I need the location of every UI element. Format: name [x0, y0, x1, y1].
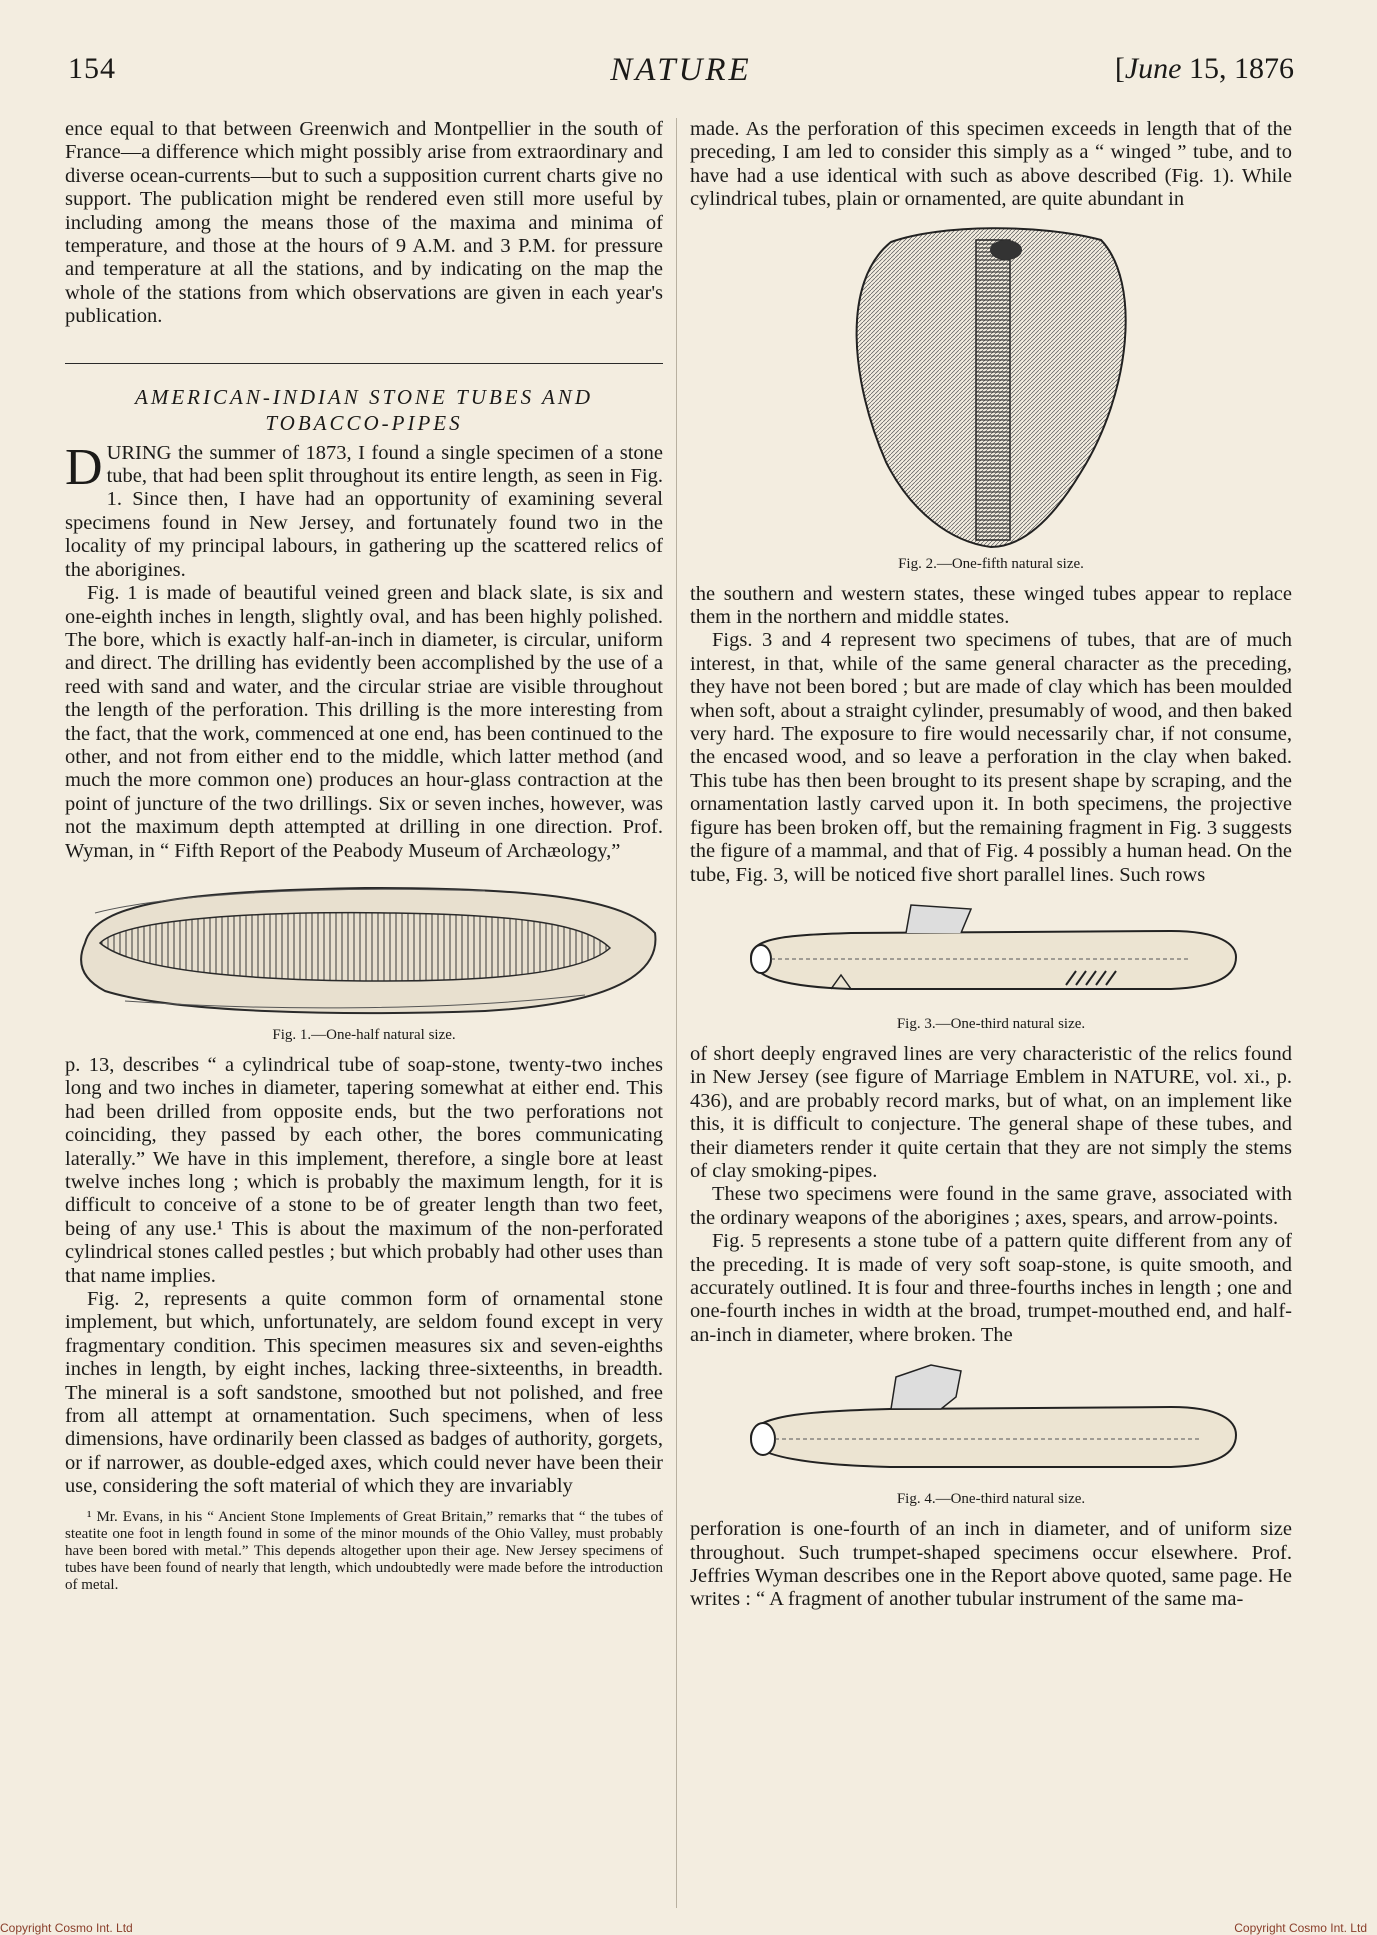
- right-paragraph-5: These two specimens were found in the same grave, associated with the ordinary weapons of the aborigines ; axes, spears, and arrow-points.: [690, 1183, 1292, 1229]
- footnote: [65, 1509, 663, 1594]
- column-divider: [676, 118, 677, 1908]
- right-paragraph-7: perforation is one-fourth of an inch in diameter, and of uniform size throughout. Such trumpet-shaped specimens occur elsewhere. Prof. Jeffries Wyman describes one in the Report above quoted, same page. He writes : “ A fragment of another tubular instrument of the same ma-: [690, 1518, 1292, 1611]
- figure-1: [65, 873, 663, 1044]
- date-rest: 15, 1876: [1189, 52, 1294, 85]
- date-bracket: [: [1114, 52, 1125, 85]
- drop-cap: D: [65, 438, 103, 496]
- right-paragraph-1: made. As the perforation of this specimen exceeds in length that of the preceding, I am led to consider this simply as a “ winged ” tube, and to have had a use identical with such as above described (Fig. 1). While cylindrical tubes, plain or ornamented, are quite abundant in: [690, 118, 1292, 211]
- fig2-winged-tube-illustration: [831, 222, 1151, 552]
- article-title-line-2: TOBACCO-PIPES: [265, 410, 463, 435]
- fig3-clay-tube-illustration: [731, 897, 1251, 1012]
- page-header: [68, 52, 1294, 96]
- copyright-watermark: Copyright Cosmo Int. Ltd: [0, 1921, 133, 1935]
- fig4-caption: Fig. 4.—One-third natural size.: [896, 1491, 1086, 1508]
- article-title: [65, 384, 663, 436]
- paragraph-3: p. 13, describes “ a cylindrical tube of soap-stone, twenty-two inches long and two inches in diameter, tapering somewhat at either end. This had been drilled from opposite ends, but the two perforations not coinciding, they passed by each other, the bores communicating laterally.” We have in this implement, therefore, a single bore at least twelve inches long ; which is probably the maximum length, for it is difficult to conceive of a stone to be of greater length than two feet, being of any use.¹ This is about the maximum of the non-perforated cylindrical stones called pestles ; but which probably had other uses than that name implies.: [65, 1053, 663, 1287]
- figure-3: [690, 897, 1292, 1033]
- copyright-watermark-right: Copyright Cosmo Int. Ltd: [1234, 1921, 1367, 1935]
- paragraph-2: Fig. 1 is made of beautiful veined green and black slate, is six and one-eighth inches in length, slightly oval, and has been highly polished. The bore, which is exactly half-an-inch in diameter, is circular, uniform and direct. The drilling has evidently been accomplished by the use of a reed with sand and water, and the circular striae are visible throughout the length of the perforation. This drilling is the more interesting from the fact, that the work, commenced at one end, has been continued to the other, and not from either end to the middle, which latter method (and much the more common one) produces an hour-glass contraction at the point of juncture of the two drillings. Six or seven inches, however, was not the maximum depth attempted at drilling in one direction. Prof. Wyman, in “ Fifth Report of the Peabody Museum of Archæology,”: [65, 582, 663, 862]
- footnote-text: ¹ Mr. Evans, in his “ Ancient Stone Implements of Great Britain,” remarks that “ the tubes of steatite one foot in length found in some of the minor mounds of the Ohio Valley, must probably have been bored with metal.” This depends altogether upon their age. New Jersey specimens of tubes have been found of nearly that length, which undoubtedly were made before the introduction of metal.: [65, 1508, 663, 1593]
- right-paragraph-2: the southern and western states, these winged tubes appear to replace them in the northern and middle states.: [690, 582, 1292, 629]
- right-paragraph-3: Figs. 3 and 4 represent two specimens of tubes, that are of much interest, in that, while of the same general character as the preceding, they have not been bored ; but are made of clay which has been moulded when soft, about a straight cylinder, presumably of wood, and then baked very hard. The exposure to fire would necessarily char, if not consume, the encased wood, and so leave a perforation in the clay when baked. This tube has then been brought to its present shape by scraping, and the ornamentation lastly carved upon it. In both specimens, the projective figure has been broken off, but the remaining fragment in Fig. 3 suggests the figure of a mammal, and that of Fig. 4 possibly a human head. On the tube, Fig. 3, will be noticed five short parallel lines. Such rows: [690, 629, 1292, 886]
- page-number: 154: [68, 52, 116, 85]
- paragraph-1: [65, 438, 663, 582]
- intro-paragraph: ence equal to that between Greenwich and Montpellier in the south of France—a difference which might possibly arise from extraordinary and diverse ocean-currents—but to such a supposition current charts give no support. The publication might be rendered even still more useful by including among the means those of the maxima and minima of temperature, and those at the hours of 9 A.M. and 3 P.M. for pressure and temperature at all the stations, and by indicating on the map the whole of the stations from which observations are given in each year's publication.: [65, 118, 663, 328]
- section-rule: [65, 363, 663, 364]
- figure-4: [690, 1357, 1292, 1508]
- figure-2: [690, 222, 1292, 573]
- date-month: June: [1124, 52, 1182, 85]
- fig4-clay-tube-illustration: [731, 1357, 1251, 1487]
- right-column: [690, 118, 1292, 1612]
- left-column: [65, 118, 663, 1594]
- paragraph-4: Fig. 2, represents a quite common form of ornamental stone implement, but which, unfortunately, are seldom found except in very fragmentary condition. This specimen measures six and seven-eighths inches in length, by eight inches, lacking three-sixteenths, in breadth. The mineral is a soft sandstone, smoothed but not polished, and free from all attempt at ornamentation. Such specimens, when of less dimensions, have ordinarily been classed as badges of authority, gorgets, or if narrower, as double-edged axes, which could never have been their use, considering the soft material of which they are invariably: [65, 1288, 663, 1498]
- article-title-line-1: AMERICAN-INDIAN STONE TUBES AND: [135, 384, 593, 409]
- fig2-caption: Fig. 2.—One-fifth natural size.: [898, 555, 1084, 572]
- fig1-split-tube-illustration: [65, 873, 665, 1023]
- issue-date: [1115, 52, 1294, 86]
- fig1-caption: Fig. 1.—One-half natural size.: [272, 1026, 456, 1043]
- paragraph-1-text: URING the summer of 1873, I found a single specimen of a stone tube, that had been split throughout its entire length, as seen in Fig. 1. Since then, I have had an opportunity of examining several specimens found in New Jersey, and fortunately found two in the locality of my principal labours, in gathering up the scattered relics of the aborigines.: [65, 441, 663, 581]
- fig3-caption: Fig. 3.—One-third natural size.: [896, 1015, 1086, 1032]
- right-paragraph-6: Fig. 5 represents a stone tube of a pattern quite different from any of the preceding. It is made of very soft soap-stone, is quite smooth, and accurately outlined. It is four and three-fourths inches in length ; one and one-fourth inches in width at the broad, trumpet-mouthed end, and half-an-inch in diameter, where broken. The: [690, 1230, 1292, 1346]
- right-paragraph-4: of short deeply engraved lines are very characteristic of the relics found in New Jersey (see figure of Marriage Emblem in NATURE, vol. xi., p. 436), and are probably record marks, but of what, on an implement like this, it is difficult to conjecture. The general shape of these tubes, and their diameters render it quite certain that they are not simply the stems of clay smoking-pipes.: [690, 1042, 1292, 1182]
- journal-title: NATURE: [610, 52, 752, 88]
